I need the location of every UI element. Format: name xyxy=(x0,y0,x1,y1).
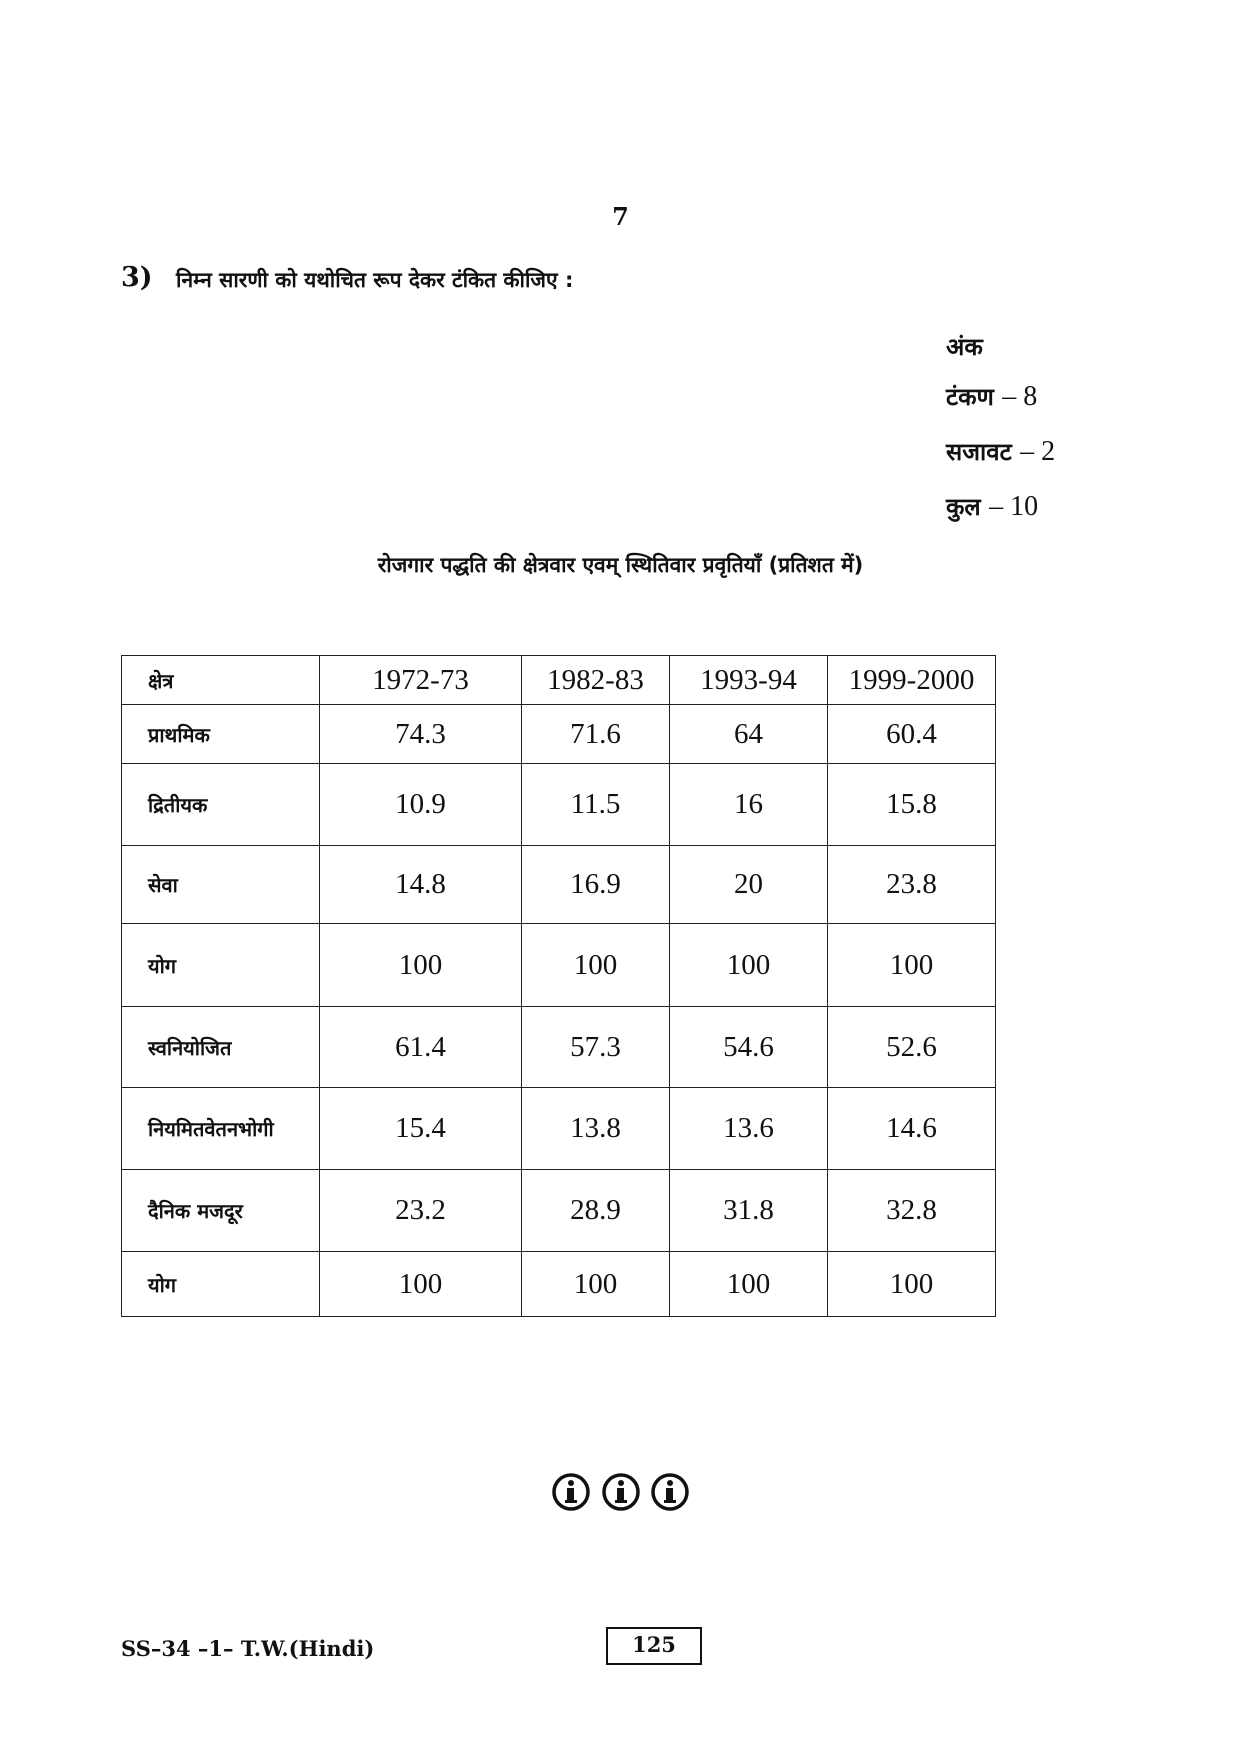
cell: 11.5 xyxy=(522,764,670,846)
cell: 13.6 xyxy=(670,1088,828,1170)
cell: 64 xyxy=(670,705,828,764)
cell: 74.3 xyxy=(320,705,522,764)
question-text: निम्न सारणी को यथोचित रूप देकर टंकित कीजिए : xyxy=(176,268,574,292)
table-title: रोजगार पद्धति की क्षेत्रवार एवम् स्थितिवार प्रवृतियाँ (प्रतिशत में) xyxy=(377,553,864,577)
cell: 54.6 xyxy=(670,1007,828,1088)
table-row xyxy=(122,1088,996,1170)
marks-decoration-value: – 2 xyxy=(1020,436,1056,467)
cell: 100 xyxy=(522,924,670,1007)
cell: 57.3 xyxy=(522,1007,670,1088)
cell: 14.6 xyxy=(828,1088,996,1170)
employment-table xyxy=(121,655,996,1317)
footer-code: SS–34 –1– T.W.(Hindi) xyxy=(121,1636,375,1661)
info-icons-row xyxy=(0,1472,1241,1516)
table-row xyxy=(122,1170,996,1252)
cell: 20 xyxy=(670,846,828,924)
cell: 71.6 xyxy=(522,705,670,764)
row-label: द्रितीयक xyxy=(122,764,320,846)
question-number: 3) xyxy=(121,262,153,293)
cell: 100 xyxy=(320,1252,522,1317)
header-year: 1993-94 xyxy=(670,656,828,705)
cell: 10.9 xyxy=(320,764,522,846)
table-row xyxy=(122,1252,996,1317)
cell: 15.4 xyxy=(320,1088,522,1170)
cell: 23.8 xyxy=(828,846,996,924)
cell: 52.6 xyxy=(828,1007,996,1088)
cell: 61.4 xyxy=(320,1007,522,1088)
marks-heading: अंक xyxy=(946,333,983,361)
row-label: नियमितवेतनभोगी xyxy=(122,1088,320,1170)
marks-total-value: – 10 xyxy=(989,491,1039,522)
marks-total xyxy=(946,490,1038,523)
marks-decoration-label: सजावट xyxy=(946,438,1012,466)
cell: 100 xyxy=(670,1252,828,1317)
cell: 13.8 xyxy=(522,1088,670,1170)
cell: 23.2 xyxy=(320,1170,522,1252)
marks-decoration xyxy=(946,435,1055,468)
table-row xyxy=(122,1007,996,1088)
cell: 14.8 xyxy=(320,846,522,924)
marks-typing-value: – 8 xyxy=(1002,381,1038,412)
page-top-number: 7 xyxy=(612,202,629,231)
cell: 60.4 xyxy=(828,705,996,764)
row-label: सेवा xyxy=(122,846,320,924)
cell: 100 xyxy=(670,924,828,1007)
cell: 28.9 xyxy=(522,1170,670,1252)
info-icon xyxy=(601,1472,641,1516)
row-label: योग xyxy=(122,924,320,1007)
cell: 100 xyxy=(522,1252,670,1317)
header-year: 1999-2000 xyxy=(828,656,996,705)
table-row xyxy=(122,705,996,764)
row-label: स्वनियोजित xyxy=(122,1007,320,1088)
page-number: 125 xyxy=(606,1627,702,1665)
table-row xyxy=(122,846,996,924)
marks-total-label: कुल xyxy=(946,493,981,521)
header-year: 1972-73 xyxy=(320,656,522,705)
row-label: दैनिक मजदूर xyxy=(122,1170,320,1252)
cell: 100 xyxy=(320,924,522,1007)
cell: 32.8 xyxy=(828,1170,996,1252)
cell: 100 xyxy=(828,924,996,1007)
row-label: योग xyxy=(122,1252,320,1317)
cell: 31.8 xyxy=(670,1170,828,1252)
info-icon xyxy=(551,1472,591,1516)
marks-typing xyxy=(946,380,1037,413)
cell: 100 xyxy=(828,1252,996,1317)
header-sector: क्षेत्र xyxy=(122,656,320,705)
info-icon xyxy=(650,1472,690,1516)
table-header-row xyxy=(122,656,996,705)
marks-typing-label: टंकण xyxy=(946,383,994,411)
header-year: 1982-83 xyxy=(522,656,670,705)
cell: 16 xyxy=(670,764,828,846)
table-row xyxy=(122,924,996,1007)
cell: 16.9 xyxy=(522,846,670,924)
row-label: प्राथमिक xyxy=(122,705,320,764)
table-row xyxy=(122,764,996,846)
cell: 15.8 xyxy=(828,764,996,846)
